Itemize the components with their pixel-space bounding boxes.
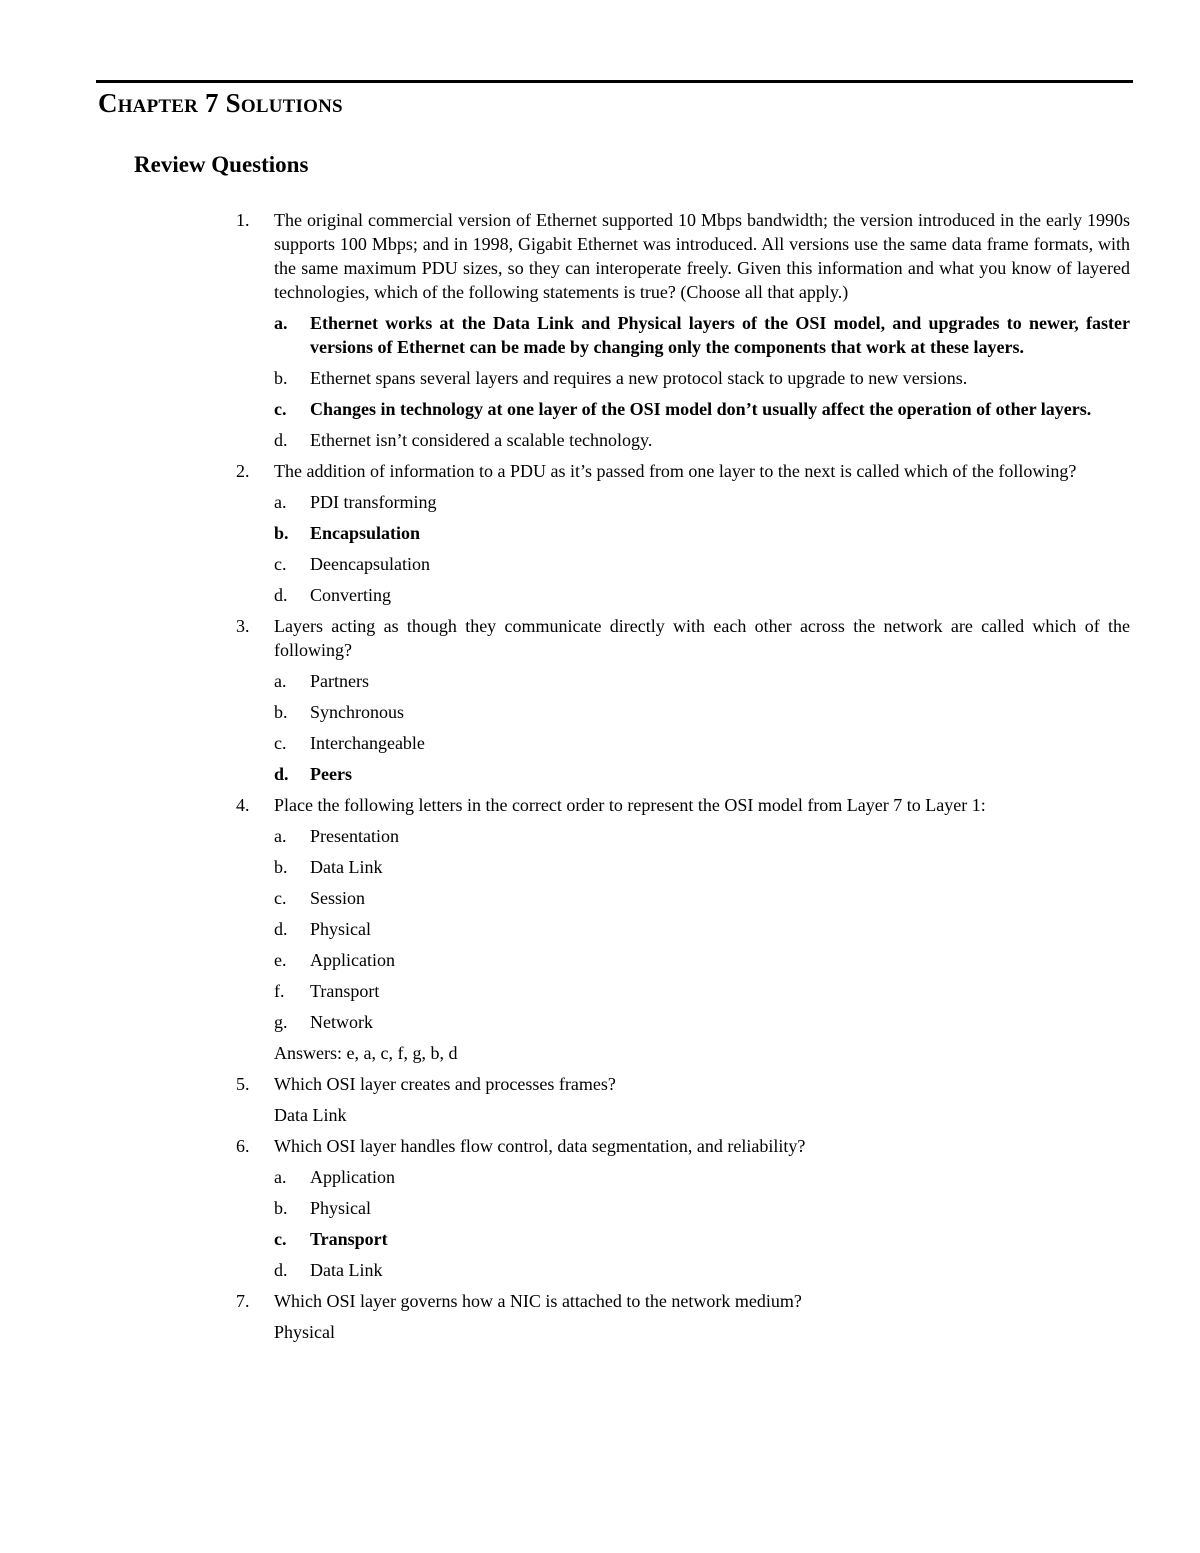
correct-option bbox=[274, 311, 1130, 359]
option-text: Changes in technology at one layer of the OSI model don’t usually affect the operation of other layers. bbox=[310, 399, 1092, 419]
option-list bbox=[274, 490, 1130, 607]
question-item bbox=[236, 1134, 1130, 1282]
option-item bbox=[274, 886, 1130, 910]
option-letter: b. bbox=[274, 523, 289, 543]
question-number: 1. bbox=[236, 210, 250, 230]
question-number: 7. bbox=[236, 1291, 250, 1311]
question-list bbox=[236, 208, 1130, 1351]
option-text: Presentation bbox=[310, 826, 399, 846]
question-number: 5. bbox=[236, 1074, 250, 1094]
option-item bbox=[274, 1196, 1130, 1220]
option-text: Network bbox=[310, 1012, 373, 1032]
option-item bbox=[274, 1010, 1130, 1034]
option-letter: e. bbox=[274, 950, 287, 970]
option-letter: b. bbox=[274, 368, 288, 388]
option-letter: d. bbox=[274, 585, 288, 605]
top-rule bbox=[96, 80, 1133, 83]
question-text: Layers acting as though they communicate directly with each other across the network are called which of the following? bbox=[274, 616, 1130, 660]
option-letter: g. bbox=[274, 1012, 288, 1032]
question-text: Which OSI layer governs how a NIC is attached to the network medium? bbox=[274, 1291, 802, 1311]
option-letter: a. bbox=[274, 313, 288, 333]
option-text: Interchangeable bbox=[310, 733, 425, 753]
option-text: Physical bbox=[310, 1198, 371, 1218]
option-item bbox=[274, 948, 1130, 972]
question-number: 4. bbox=[236, 795, 250, 815]
option-list bbox=[274, 311, 1130, 452]
correct-option bbox=[274, 397, 1130, 421]
option-letter: c. bbox=[274, 733, 287, 753]
correct-option bbox=[274, 521, 1130, 545]
question-item bbox=[236, 459, 1130, 607]
option-item bbox=[274, 490, 1130, 514]
question-text: The addition of information to a PDU as it’s passed from one layer to the next is called which of the following? bbox=[274, 461, 1077, 481]
answer-text: Answers: e, a, c, f, g, b, d bbox=[274, 1043, 458, 1063]
option-text: Converting bbox=[310, 585, 391, 605]
option-letter: c. bbox=[274, 888, 287, 908]
option-text: Physical bbox=[310, 919, 371, 939]
question-item bbox=[236, 793, 1130, 1065]
option-letter: d. bbox=[274, 919, 288, 939]
option-text: Application bbox=[310, 1167, 395, 1187]
option-item bbox=[274, 700, 1130, 724]
option-letter: c. bbox=[274, 399, 287, 419]
option-item bbox=[274, 824, 1130, 848]
option-item bbox=[274, 428, 1130, 452]
question-text: Which OSI layer creates and processes frames? bbox=[274, 1074, 616, 1094]
option-text: PDI transforming bbox=[310, 492, 437, 512]
question-item bbox=[236, 614, 1130, 786]
option-letter: a. bbox=[274, 671, 287, 691]
option-letter: b. bbox=[274, 702, 288, 722]
question-item bbox=[236, 1289, 1130, 1344]
question-item bbox=[236, 208, 1130, 452]
option-text: Data Link bbox=[310, 1260, 383, 1280]
option-item bbox=[274, 583, 1130, 607]
option-text: Data Link bbox=[310, 857, 383, 877]
section-heading: Review Questions bbox=[134, 152, 309, 177]
option-item bbox=[274, 552, 1130, 576]
option-item bbox=[274, 979, 1130, 1003]
option-letter: b. bbox=[274, 1198, 288, 1218]
option-item bbox=[274, 1258, 1130, 1282]
option-letter: f. bbox=[274, 981, 285, 1001]
question-number: 3. bbox=[236, 616, 250, 636]
option-letter: b. bbox=[274, 857, 288, 877]
answer-text: Physical bbox=[274, 1322, 335, 1342]
question-number: 2. bbox=[236, 461, 250, 481]
question-text: The original commercial version of Ethernet supported 10 Mbps bandwidth; the version introduced in the early 1990s supports 100 Mbps; and in 1998, Gigabit Ethernet was introduced. All versions use the same data frame formats, with the same maximum PDU sizes, so they can interoperate freely. Given this information and what you know of layered technologies, which of the following statements is true? (Choose all that apply.) bbox=[274, 210, 1130, 302]
option-text: Application bbox=[310, 950, 395, 970]
option-text: Transport bbox=[310, 981, 380, 1001]
question-text: Place the following letters in the correct order to represent the OSI model from Layer 7 to Layer 1: bbox=[274, 795, 986, 815]
option-text: Transport bbox=[310, 1229, 388, 1249]
option-text: Deencapsulation bbox=[310, 554, 430, 574]
option-item bbox=[274, 731, 1130, 755]
question-item bbox=[236, 1072, 1130, 1127]
option-letter: d. bbox=[274, 764, 289, 784]
correct-option bbox=[274, 762, 1130, 786]
option-item bbox=[274, 855, 1130, 879]
option-letter: a. bbox=[274, 492, 287, 512]
option-text: Synchronous bbox=[310, 702, 404, 722]
option-text: Session bbox=[310, 888, 366, 908]
option-text: Ethernet isn’t considered a scalable technology. bbox=[310, 430, 653, 450]
option-letter: a. bbox=[274, 1167, 287, 1187]
option-text: Ethernet works at the Data Link and Physical layers of the OSI model, and upgrades to newer, faster versions of Ethernet can be made by changing only the components that work at these layers. bbox=[310, 313, 1130, 357]
option-letter: d. bbox=[274, 430, 288, 450]
option-text: Partners bbox=[310, 671, 369, 691]
option-letter: c. bbox=[274, 554, 287, 574]
option-item bbox=[274, 917, 1130, 941]
option-item bbox=[274, 366, 1130, 390]
option-text: Encapsulation bbox=[310, 523, 421, 543]
answer-text: Data Link bbox=[274, 1105, 347, 1125]
option-letter: d. bbox=[274, 1260, 288, 1280]
option-letter: a. bbox=[274, 826, 287, 846]
question-text: Which OSI layer handles flow control, data segmentation, and reliability? bbox=[274, 1136, 806, 1156]
option-list bbox=[274, 1165, 1130, 1282]
option-item bbox=[274, 669, 1130, 693]
option-text: Ethernet spans several layers and requires a new protocol stack to upgrade to new versions. bbox=[310, 368, 968, 388]
option-list bbox=[274, 824, 1130, 1034]
correct-option bbox=[274, 1227, 1130, 1251]
question-number: 6. bbox=[236, 1136, 250, 1156]
chapter-title: Chapter 7 Solutions bbox=[98, 88, 343, 118]
option-text: Peers bbox=[310, 764, 352, 784]
option-letter: c. bbox=[274, 1229, 287, 1249]
option-list bbox=[274, 669, 1130, 786]
option-item bbox=[274, 1165, 1130, 1189]
